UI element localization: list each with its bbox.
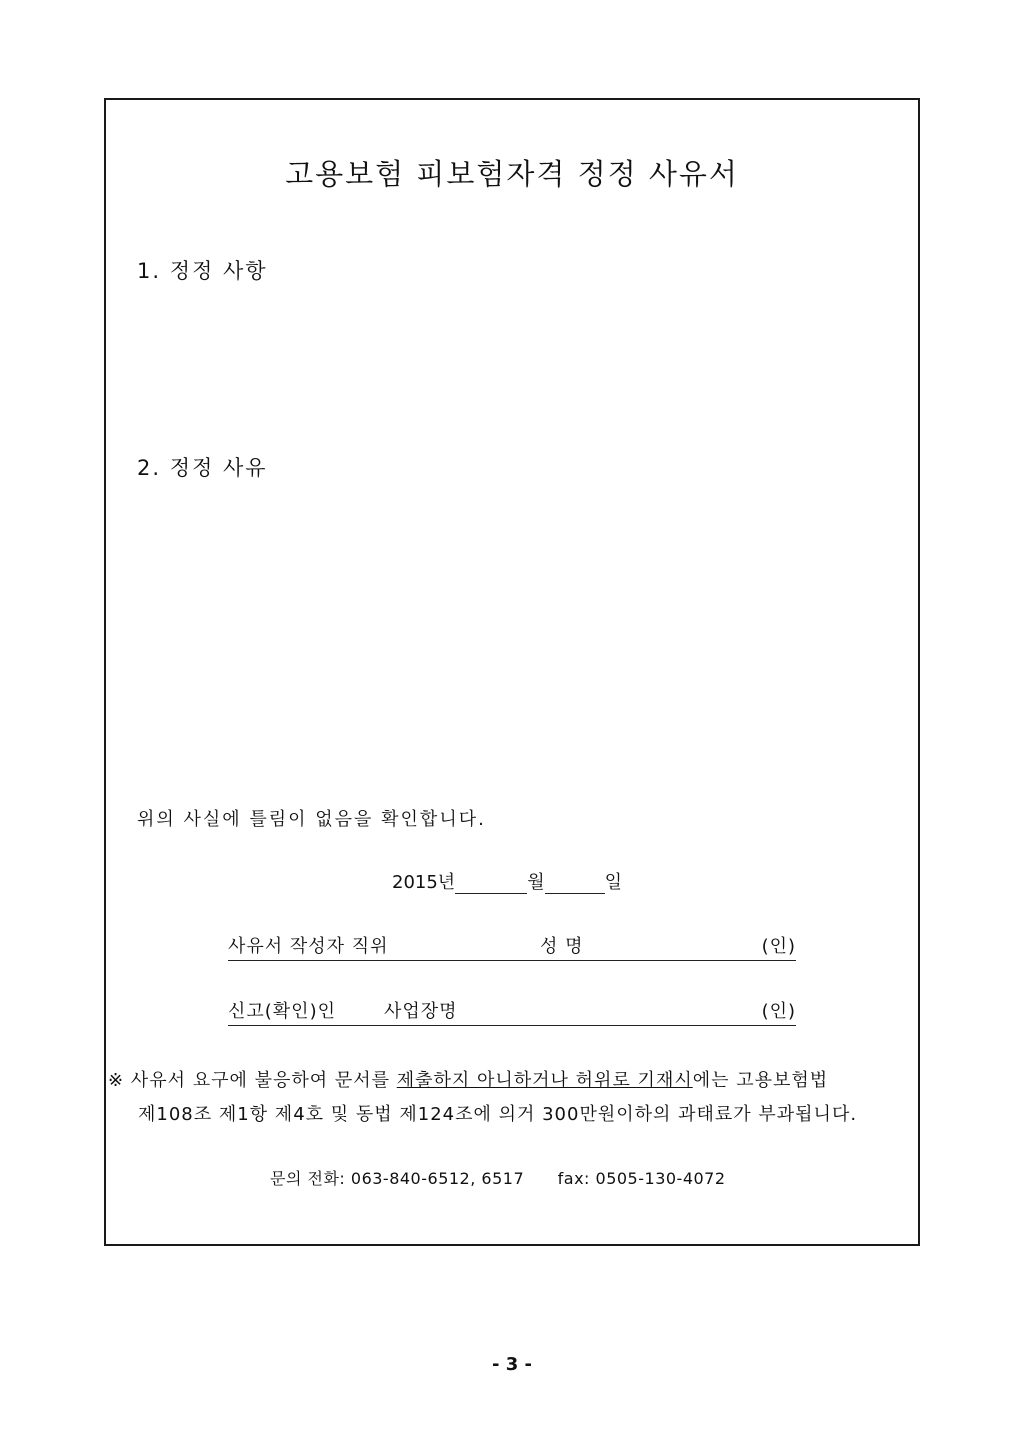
- reporter-label: 신고(확인)인: [228, 1001, 336, 1022]
- day-blank[interactable]: [545, 873, 605, 894]
- date-line: [392, 868, 622, 894]
- reporter-seal-mark: (인): [761, 1001, 796, 1022]
- form-title: 고용보험 피보험자격 정정 사유서: [285, 157, 739, 191]
- notice-line1-underlined: 제출하지 아니하거나 허위로 기재시: [396, 1070, 693, 1091]
- writer-signature-line[interactable]: [228, 932, 796, 961]
- section-correction-reason: 2. 정정 사유: [137, 456, 268, 480]
- writer-seal-mark: (인): [761, 936, 796, 957]
- confirmation-statement: 위의 사실에 틀림이 없음을 확인합니다.: [137, 809, 486, 830]
- date-day: 일: [604, 872, 622, 893]
- month-blank[interactable]: [455, 873, 527, 894]
- notice-line1-start: ※ 사유서 요구에 불응하여 문서를: [108, 1070, 397, 1091]
- workplace-name-label: 사업장명: [384, 1001, 458, 1022]
- section-correction-items: 1. 정정 사항: [137, 259, 268, 283]
- reporter-signature-line[interactable]: [228, 997, 796, 1026]
- notice-line1-end: 에는 고용보험법: [692, 1070, 829, 1091]
- page-number: - 3 -: [492, 1354, 532, 1375]
- writer-position-label: 사유서 작성자 직위: [228, 936, 389, 957]
- writer-name-label: 성 명: [540, 936, 584, 957]
- date-month: 월: [527, 872, 545, 893]
- notice-line2: 제108조 제1항 제4호 및 동법 제124조에 의거 300만원이하의 과태료가 부과됩니다.: [138, 1104, 858, 1125]
- contact-info: 문의 전화: 063-840-6512, 6517 fax: 0505-130-4072: [270, 1169, 726, 1188]
- date-year: 2015년: [392, 872, 456, 893]
- penalty-notice: [108, 1064, 914, 1132]
